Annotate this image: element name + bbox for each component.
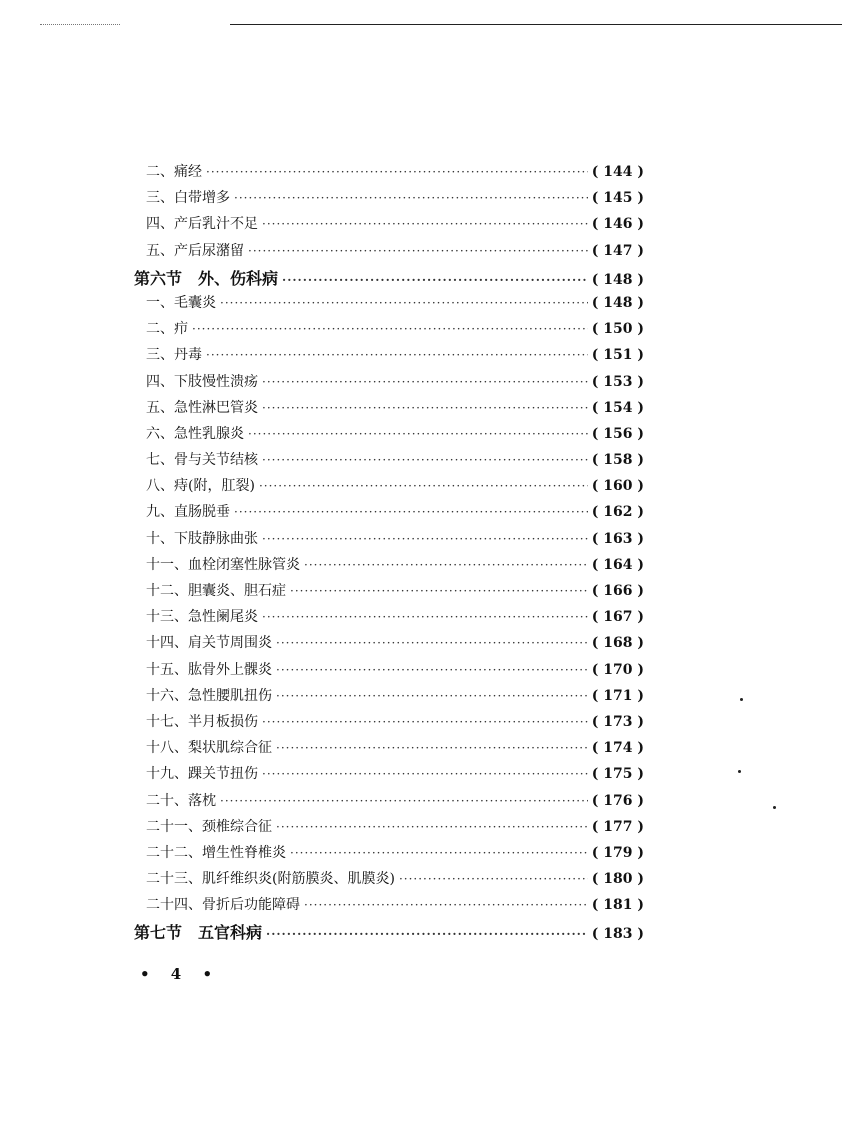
dot-leader	[290, 584, 588, 598]
toc-page-number: ( 144 )	[591, 164, 644, 180]
toc-entry-row	[134, 423, 644, 449]
toc-page-number: ( 147 )	[591, 242, 644, 259]
toc-page-number: ( 158 )	[591, 452, 644, 469]
toc-page-number: ( 175 )	[591, 766, 644, 783]
toc-entry-title: 二、痛经	[146, 164, 202, 180]
toc-page-number: ( 179 )	[591, 844, 644, 861]
toc-entry-title: 二十三、肌纤维织炎(附筋膜炎、肌膜炎)	[146, 871, 395, 888]
top-rule	[230, 24, 842, 25]
toc-entry-title: 八、痔(附，肛裂)	[146, 478, 255, 495]
scan-speck	[773, 806, 776, 809]
toc-page-number: ( 180 )	[591, 871, 644, 888]
toc-entry-row	[134, 816, 644, 842]
page-number: • 4 •	[140, 965, 221, 983]
toc-entry-title: 十九、踝关节扭伤	[146, 766, 258, 783]
toc-entry-row	[134, 711, 644, 737]
dot-leader	[220, 296, 588, 310]
toc-entry-title: 三、白带增多	[146, 190, 230, 207]
dot-leader	[262, 767, 588, 781]
dot-leader	[282, 273, 588, 287]
toc-entry-row	[134, 475, 644, 501]
toc-page-number: ( 181 )	[591, 897, 644, 914]
dot-leader	[290, 846, 588, 860]
toc-page-number: ( 145 )	[591, 190, 644, 207]
toc-entry-row	[134, 318, 644, 344]
toc-entry-row	[134, 580, 644, 606]
dot-leader	[276, 636, 588, 650]
top-rule-left	[40, 24, 120, 25]
toc-entry-title: 十四、肩关节周围炎	[146, 635, 272, 652]
toc-page-number: ( 160 )	[591, 478, 644, 495]
dot-leader	[206, 348, 588, 362]
dot-leader	[262, 217, 588, 231]
toc-entry-title: 四、产后乳汁不足	[146, 216, 258, 233]
dot-leader	[266, 927, 588, 941]
toc-entry-title: 三、丹毒	[146, 347, 202, 364]
toc-entry-title: 十七、半月板损伤	[146, 713, 258, 730]
toc-entry-row	[134, 344, 644, 370]
toc-entry-row	[134, 292, 644, 318]
toc-page-number: ( 153 )	[591, 373, 644, 390]
toc-entry-row	[134, 371, 644, 397]
toc-entry-title: 六、急性乳腺炎	[146, 425, 244, 442]
toc-entry-title: 十六、急性腰肌扭伤	[146, 687, 272, 704]
toc-page-number: ( 163 )	[591, 530, 644, 547]
toc-entry-title: 九、直肠脱垂	[146, 504, 230, 521]
toc-page-number: ( 183 )	[591, 926, 644, 943]
toc-section-row	[134, 920, 644, 946]
dot-leader	[276, 689, 588, 703]
toc-entry-title: 五、产后尿潴留	[146, 242, 244, 259]
dot-leader	[220, 794, 588, 808]
toc-page-number: ( 148 )	[591, 294, 644, 311]
toc-entry-title: 二十一、颈椎综合征	[146, 818, 272, 835]
toc-page-number: ( 167 )	[591, 609, 644, 626]
toc-entry-row	[134, 501, 644, 527]
dot-leader	[259, 479, 588, 493]
dot-leader	[262, 401, 588, 415]
toc-entry-row	[134, 449, 644, 475]
toc-entry-row	[134, 528, 644, 554]
toc-entry-title: 十一、血栓闭塞性脉管炎	[146, 556, 300, 573]
toc-page-number: ( 177 )	[591, 818, 644, 835]
toc-entry-title: 十三、急性阑尾炎	[146, 609, 258, 626]
dot-leader	[248, 244, 588, 258]
dot-leader	[262, 375, 588, 389]
dot-leader	[248, 427, 588, 441]
toc-page-number: ( 173 )	[591, 713, 644, 730]
toc-entry-row	[134, 790, 644, 816]
toc-entry-title: 七、骨与关节结核	[146, 452, 258, 469]
toc-entry-row	[134, 659, 644, 685]
toc-section-title: 第六节 外、伤科病	[134, 268, 279, 288]
toc-page-number: ( 151 )	[591, 347, 644, 364]
toc-section-row	[134, 266, 644, 292]
toc-entry-row	[134, 894, 644, 920]
toc-page-number: ( 156 )	[591, 425, 644, 442]
toc-page-number: ( 174 )	[591, 740, 644, 757]
dot-leader	[399, 872, 588, 886]
table-of-contents	[134, 161, 644, 947]
dot-leader	[262, 453, 588, 467]
dot-leader	[206, 165, 588, 179]
scan-speck	[738, 770, 741, 773]
toc-page-number: ( 166 )	[591, 583, 644, 599]
toc-entry-row	[134, 763, 644, 789]
dot-leader	[192, 322, 588, 336]
toc-entry-title: 二、疖	[146, 321, 188, 338]
toc-entry-row	[134, 213, 644, 239]
toc-section-title: 第七节 五官科病	[134, 923, 263, 943]
toc-page-number: ( 164 )	[591, 556, 644, 573]
toc-page-number: ( 176 )	[591, 792, 644, 809]
toc-page-number: ( 162 )	[591, 504, 644, 521]
toc-entry-title: 二十四、骨折后功能障碍	[146, 897, 300, 914]
toc-entry-row	[134, 868, 644, 894]
toc-page-number: ( 154 )	[591, 399, 644, 416]
dot-leader	[262, 532, 588, 546]
toc-page-number: ( 150 )	[591, 321, 644, 338]
toc-page-number: ( 146 )	[591, 216, 644, 233]
toc-entry-row	[134, 554, 644, 580]
toc-entry-title: 五、急性淋巴管炎	[146, 399, 258, 416]
toc-page-number: ( 168 )	[591, 635, 644, 652]
toc-entry-row	[134, 187, 644, 213]
toc-entry-title: 十五、肱骨外上髁炎	[146, 661, 272, 678]
toc-entry-title: 一、毛囊炎	[146, 294, 216, 311]
dot-leader	[276, 741, 588, 755]
toc-entry-title: 四、下肢慢性溃疡	[146, 373, 258, 390]
toc-entry-row	[134, 240, 644, 266]
toc-entry-row	[134, 737, 644, 763]
toc-entry-row	[134, 842, 644, 868]
toc-entry-title: 十二、胆囊炎、胆石症	[146, 583, 286, 599]
dot-leader	[276, 820, 588, 834]
dot-leader	[304, 558, 588, 572]
toc-entry-row	[134, 606, 644, 632]
toc-entry-title: 二十二、增生性脊椎炎	[146, 844, 286, 861]
toc-entry-row	[134, 632, 644, 658]
toc-entry-title: 十八、梨状肌综合征	[146, 740, 272, 757]
dot-leader	[262, 715, 588, 729]
dot-leader	[234, 191, 588, 205]
dot-leader	[304, 898, 588, 912]
toc-entry-title: 十、下肢静脉曲张	[146, 530, 258, 547]
scan-speck	[740, 698, 743, 701]
toc-entry-row	[134, 685, 644, 711]
toc-entry-row	[134, 161, 644, 187]
toc-entry-title: 二十、落枕	[146, 792, 216, 809]
toc-page-number: ( 170 )	[591, 661, 644, 678]
toc-page-number: ( 148 )	[591, 271, 644, 288]
toc-page-number: ( 171 )	[591, 687, 644, 704]
dot-leader	[262, 610, 588, 624]
dot-leader	[234, 505, 588, 519]
dot-leader	[276, 663, 588, 677]
toc-entry-row	[134, 397, 644, 423]
